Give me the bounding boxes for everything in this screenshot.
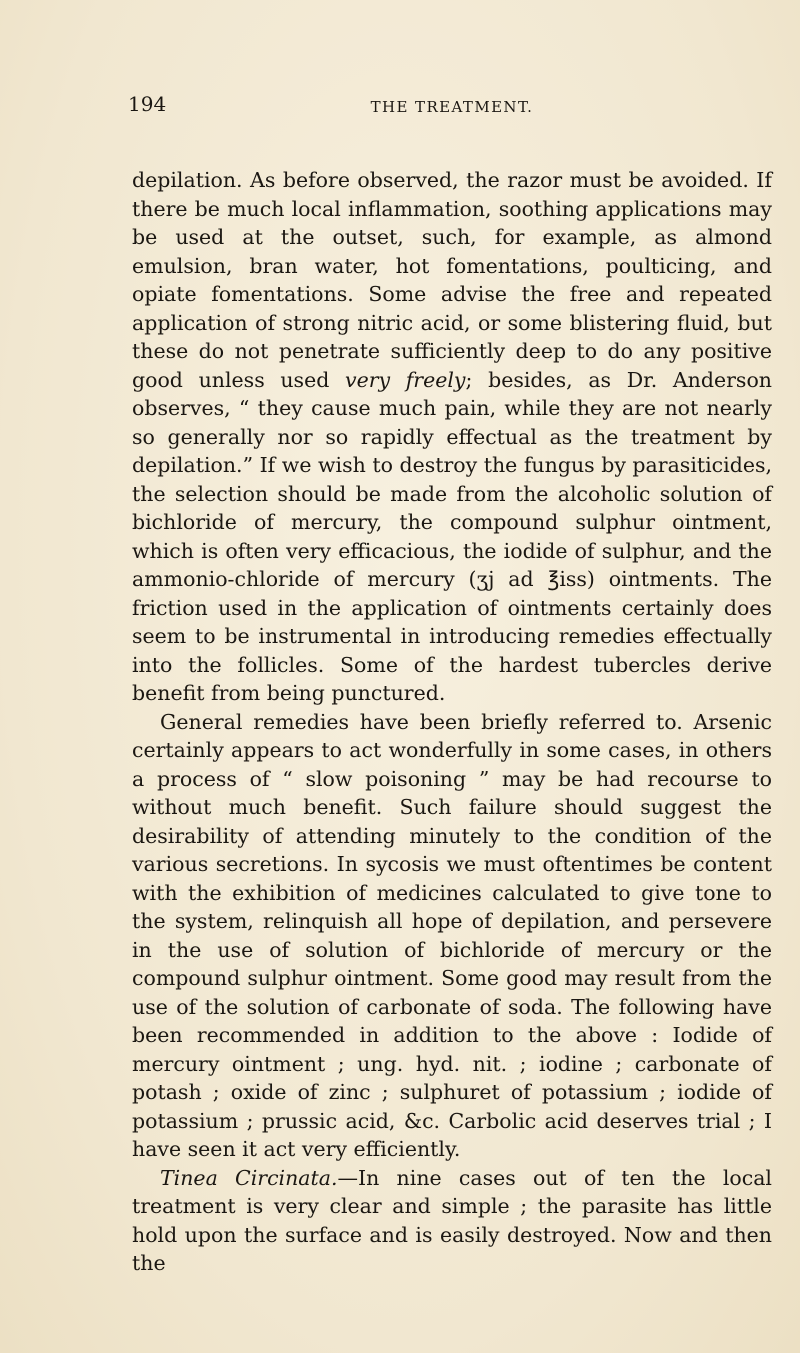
- paragraph-3-text: —In nine cases out of ten the local treatment is very clear and simple ; the parasite has little hold upon the surface and is easily destroyed. Now and then the: [132, 1165, 772, 1275]
- paragraph-1-text-a: depilation. As before observed, the razor must be avoided. If there be much local inflammation, soothing applications may be used at the outset, such, for example, as almond emulsion, bran water, hot fomentations, poulticing, and opiate fomentations. Some advise the free and repeated application of strong nitric acid, or some blistering fluid, but these do not penetrate sufficiently deep to do any positive good unless used: [132, 168, 772, 392]
- body-text: [132, 166, 772, 1278]
- paragraph-2: General remedies have been briefly referred to. Arsenic certainly appears to act wonderfully in some cases, in others a process of “ slow poisoning ” may be had recourse to without much benefit. Such failure should suggest the desirability of attending minutely to the condition of the various secretions. In sycosis we must oftentimes be content with the exhibition of medicines calculated to give tone to the system, relinquish all hope of depilation, and persevere in the use of solution of bichloride of mercury or the compound sulphur ointment. Some good may result from the use of the solution of carbonate of soda. The following have been recommended in addition to the above : Iodide of mercury ointment ; ung. hyd. nit. ; iodine ; carbonate of potash ; oxide of zinc ; sulphuret of potassium ; iodide of potassium ; prussic acid, &c. Carbolic acid deserves trial ; I have seen it act very efficiently.: [132, 709, 772, 1161]
- running-head: THE TREATMENT.: [370, 98, 534, 116]
- page-header: [128, 92, 772, 128]
- paragraph-1: [132, 166, 772, 708]
- paragraph-3: [132, 1164, 772, 1278]
- paragraph-1-text-b: ; besides, as Dr. Anderson observes, “ they cause much pain, while they are not nearly so generally nor so rapidly effectual as the treatment by depilation.” If we wish to destroy the fungus by parasiticides, the selection should be made from the alcoholic solution of bichloride of mercury, the compound sulphur ointment, which is often very efficacious, the iodide of sulphur, and the ammonio-chloride of mercury (ʒj ad ℥iss) ointments. The friction used in the application of ointments certainly does seem to be instrumental in introducing remedies effectually into the follicles. Some of the hardest tubercles derive benefit from being punctured.: [132, 367, 772, 705]
- section-heading-tinea-circinata: Tinea Circinata.: [160, 1165, 338, 1190]
- page-number: 194: [128, 92, 167, 116]
- paragraph-1-emphasis: very freely: [344, 367, 466, 392]
